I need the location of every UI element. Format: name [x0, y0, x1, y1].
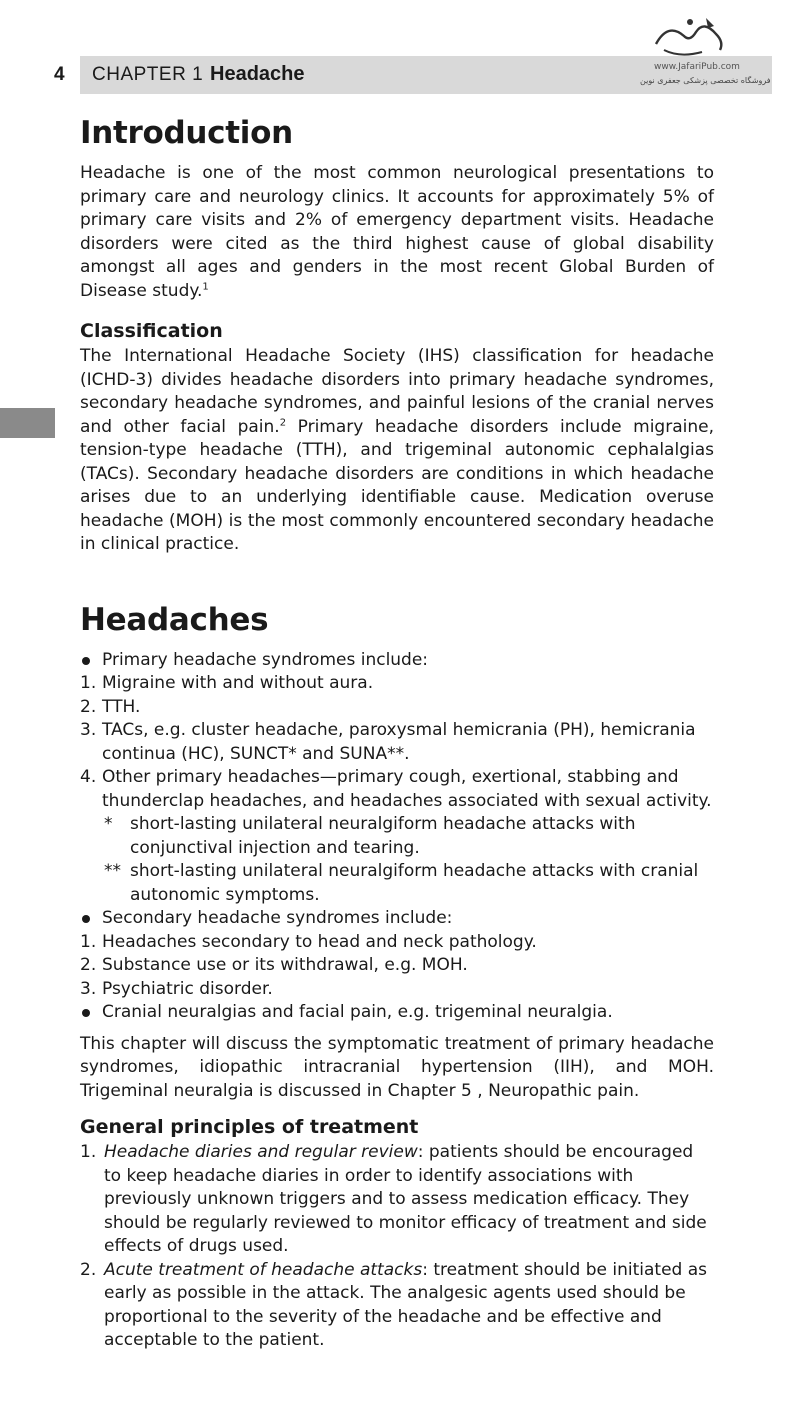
headaches-heading: Headaches	[80, 601, 269, 638]
footnote-item: * short-lasting unilateral neuralgiform headache attacks with conjunctival injection and tearing.	[104, 814, 636, 858]
publisher-store-name: فروشگاه تخصصی پزشکی جعفری نوین	[640, 76, 771, 85]
publisher-url: www.JafariPub.com	[654, 62, 740, 72]
page-number: 4	[54, 64, 65, 85]
list-item: 1. Migraine with and without aura.	[80, 673, 374, 693]
principles-heading: General principles of treatment	[80, 1116, 419, 1138]
publisher-watermark	[640, 14, 772, 94]
introduction-heading: Introduction	[80, 115, 293, 151]
chapter-title: Headache	[210, 63, 305, 85]
reference-1: 1	[202, 280, 209, 292]
principle-item: 2. Acute treatment of headache attacks: treatment should be initiated as early as possible in the attack. The analgesic agents used should be proportional to the severity of the headache and be effective and acceptable to the patient.	[80, 1259, 708, 1350]
chapter-summary-paragraph: This chapter will discuss the symptomatic treatment of primary headache syndromes, idiopathic intracranial hypertension (IIH), and MOH. Trigeminal neuralgia is discussed in Chapter 5 , Neuropathic pain.	[80, 1033, 714, 1101]
principle-item: 1. Headache diaries and regular review: patients should be encouraged to keep headache diaries in order to identify associations with previously unknown triggers and to assess medication efficacy. They should be regularly reviewed to monitor efficacy of treatment and side effects of drugs used.	[80, 1142, 707, 1256]
headache-classification-list	[80, 649, 714, 1025]
chapter-label: CHAPTER 1	[92, 64, 204, 85]
list-item: 3. TACs, e.g. cluster headache, paroxysmal hemicrania (PH), hemicrania continua (HC), SUNCT* and SUNA**.	[80, 720, 696, 764]
reference-2: 2	[279, 416, 287, 428]
publisher-logo-icon	[650, 14, 730, 60]
footnote-item: ** short-lasting unilateral neuralgiform headache attacks with cranial autonomic symptoms.	[104, 861, 699, 905]
introduction-paragraph: Headache is one of the most common neurological presentations to primary care and neurology clinics. It accounts for approximately 5% of primary care visits and 2% of emergency department visits. Headache disorders were cited as the third highest cause of global disability amongst all ages and genders in the most recent Global Burden of Disease study.$^1$	[80, 163, 714, 301]
list-item: 3. Psychiatric disorder.	[80, 978, 273, 999]
list-item: 2. Substance use or its withdrawal, e.g. MOH.	[80, 955, 468, 975]
list-item: Secondary headache syndromes include:	[80, 907, 714, 931]
classification-paragraph: The International Headache Society (IHS) classification for headache (ICHD-3) divides headache disorders into primary headache syndromes, secondary headache syndromes, and painful lesions of the cranial nerves and other facial pain.$^2$ Primary headache disorders include migraine, tension-type headache (TTH), and trigeminal autonomic cephalalgias (TACs). Secondary headache disorders are conditions in which headache arises due to an underlying identifiable cause. Medication overuse headache (MOH) is the most commonly encountered secondary headache in clinical practice.	[80, 346, 714, 554]
list-item: Cranial neuralgias and facial pain, e.g. trigeminal neuralgia.	[80, 1001, 714, 1025]
page-content	[80, 108, 714, 1353]
list-item: Primary headache syndromes include:	[80, 649, 714, 673]
list-item: 1. Headaches secondary to head and neck pathology.	[80, 931, 537, 952]
list-item: 2. TTH.	[80, 696, 141, 717]
chapter-thumb-tab	[0, 408, 55, 438]
list-item: 4. Other primary headaches—primary cough, exertional, stabbing and thunderclap headaches, and headaches associated with sexual activity.	[80, 767, 712, 811]
classification-heading: Classification	[80, 320, 223, 342]
